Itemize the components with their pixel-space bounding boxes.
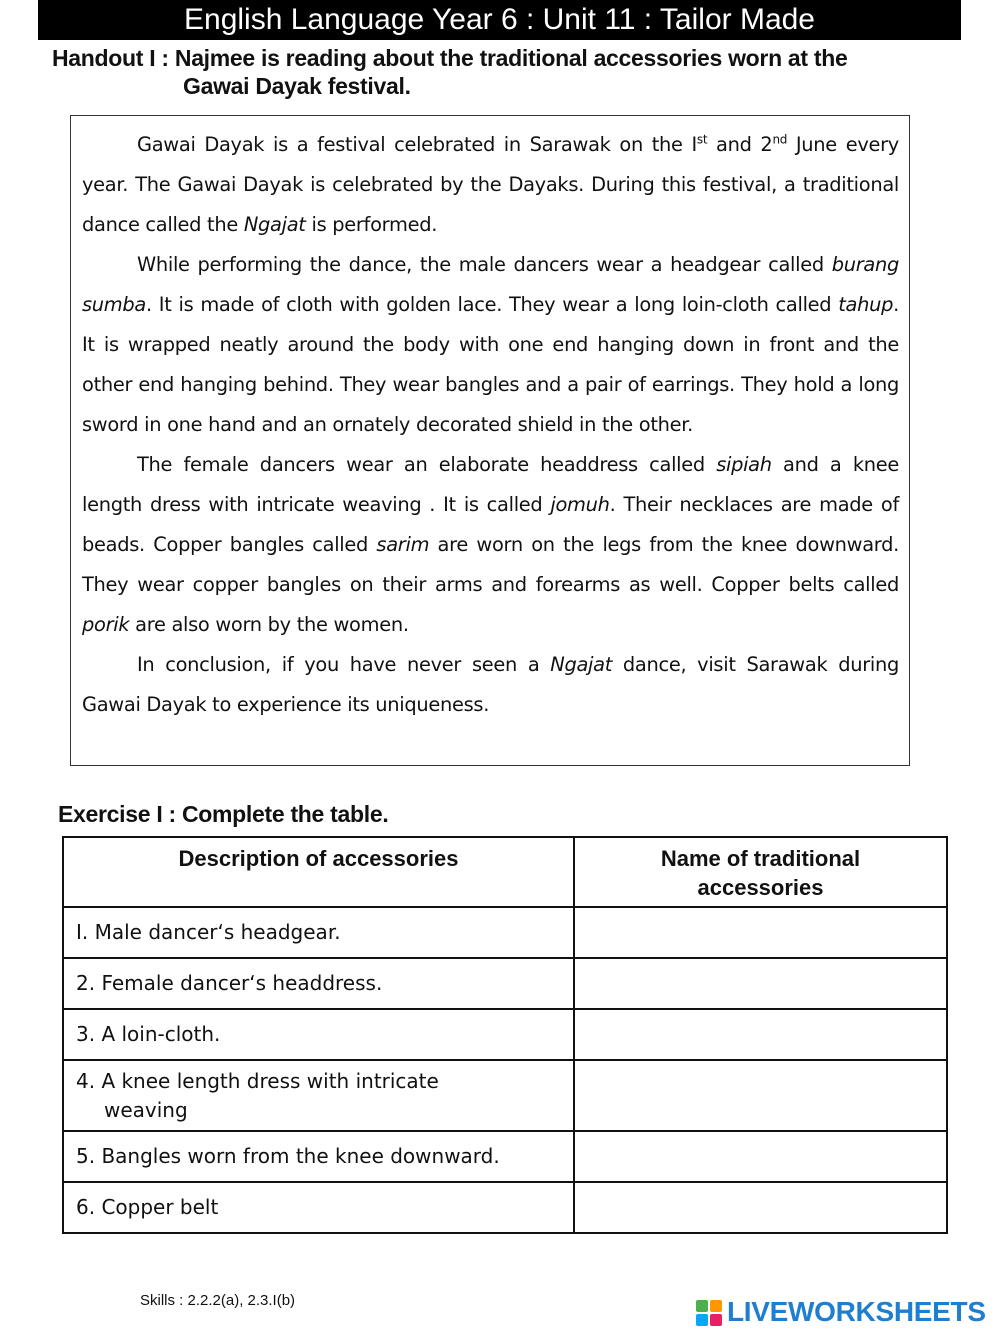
exercise-table	[62, 836, 948, 1234]
p3-text-c: . Their necklaces are made of beads. Copper bangles called	[82, 493, 899, 556]
header-name	[574, 837, 947, 907]
worksheet-title: English Language Year 6 : Unit 11 : Tailor Made	[184, 3, 815, 36]
p1-text-b: and 2	[707, 133, 773, 156]
row-description: I. Male dancer‘s headgear.	[63, 907, 574, 958]
liveworksheets-logo-icon	[696, 1298, 724, 1326]
term-burang-sumba: burang sumba	[82, 253, 899, 316]
table-row	[63, 958, 947, 1009]
handout-heading	[52, 44, 952, 100]
row-description: 5. Bangles worn from the knee downward.	[63, 1131, 574, 1182]
p2-text-c: . It is wrapped neatly around the body with one end hanging down in front and the other end hanging behind. They wear bangles and a pair of earrings. They hold a long sword in one hand and an ornately decorated shield in the other.	[82, 293, 899, 436]
p2-text-b: . It is made of cloth with golden lace. They wear a long loin-cloth called	[145, 293, 839, 316]
header-name-text: Name of traditional accessories	[660, 846, 861, 900]
term-sarim: sarim	[376, 533, 430, 556]
table-row	[63, 1131, 947, 1182]
term-sipiah: sipiah	[716, 453, 772, 476]
p4-text-b: dance, visit Sarawak during Gawai Dayak to experience its uniqueness.	[82, 653, 899, 716]
exercise-title: Exercise I : Complete the table.	[58, 801, 389, 827]
logo-square-3	[696, 1314, 708, 1326]
passage-paragraph-1	[82, 125, 899, 245]
p1-text-d: is performed.	[305, 213, 438, 236]
skills-label: Skills : 2.2.2(a), 2.3.I(b)	[140, 1292, 296, 1309]
passage-paragraph-2	[82, 245, 899, 445]
term-jomuh: jomuh	[550, 493, 610, 516]
answer-cell[interactable]	[574, 1182, 947, 1233]
p1-text-a: Gawai Dayak is a festival celebrated in Sarawak on the I	[137, 133, 697, 156]
table-row	[63, 1060, 947, 1131]
table-row	[63, 1009, 947, 1060]
p2-text-a: While performing the dance, the male dancers wear a headgear called	[137, 253, 832, 276]
p1-sup-2: nd	[772, 132, 788, 147]
answer-cell[interactable]	[574, 1060, 947, 1131]
term-ngajat-2: Ngajat	[550, 653, 613, 676]
p3-text-b: and a knee length dress with intricate weaving . It is called	[82, 453, 899, 516]
term-tahup: tahup	[838, 293, 894, 316]
answer-cell[interactable]	[574, 907, 947, 958]
logo-square-4	[710, 1314, 722, 1326]
p1-sup-1: st	[696, 132, 708, 147]
liveworksheets-wordmark: LIVEWORKSHEETS	[727, 1296, 986, 1327]
row-description-line-2: weaving	[104, 1097, 188, 1122]
logo-square-1	[696, 1300, 708, 1312]
p1-text-c: June every year. The Gawai Dayak is celebrated by the Dayaks. During this festival, a traditional dance called the	[82, 133, 899, 236]
row-description-line-1: 4. A knee length dress with intricate	[76, 1068, 439, 1093]
term-porik: porik	[82, 613, 130, 636]
term-ngajat: Ngajat	[243, 213, 306, 236]
answer-cell[interactable]	[574, 958, 947, 1009]
passage-paragraph-4	[82, 645, 899, 725]
passage-paragraph-3	[82, 445, 899, 645]
header-description: Description of accessories	[63, 837, 574, 907]
logo-square-2	[710, 1300, 722, 1312]
row-description	[63, 1060, 574, 1131]
row-description: 3. A loin-cloth.	[63, 1009, 574, 1060]
p3-text-d: are worn on the legs from the knee downward. They wear copper bangles on their arms and forearms as well. Copper belts called	[82, 533, 899, 596]
handout-line-1: Handout I : Najmee is reading about the traditional accessories worn at the	[52, 45, 848, 71]
p4-text-a: In conclusion, if you have never seen a	[137, 653, 551, 676]
answer-cell[interactable]	[574, 1131, 947, 1182]
handout-line-2: Gawai Dayak festival.	[183, 73, 411, 99]
row-description: 6. Copper belt	[63, 1182, 574, 1233]
table-row	[63, 907, 947, 958]
row-description: 2. Female dancer‘s headdress.	[63, 958, 574, 1009]
table-header-row	[63, 837, 947, 907]
reading-passage	[70, 115, 910, 766]
answer-cell[interactable]	[574, 1009, 947, 1060]
p3-text-a: The female dancers wear an elaborate headdress called	[137, 453, 717, 476]
worksheet-title-bar	[38, 0, 961, 40]
table-row	[63, 1182, 947, 1233]
liveworksheets-brand[interactable]	[696, 1295, 986, 1329]
p3-text-e: are also worn by the women.	[129, 613, 409, 636]
